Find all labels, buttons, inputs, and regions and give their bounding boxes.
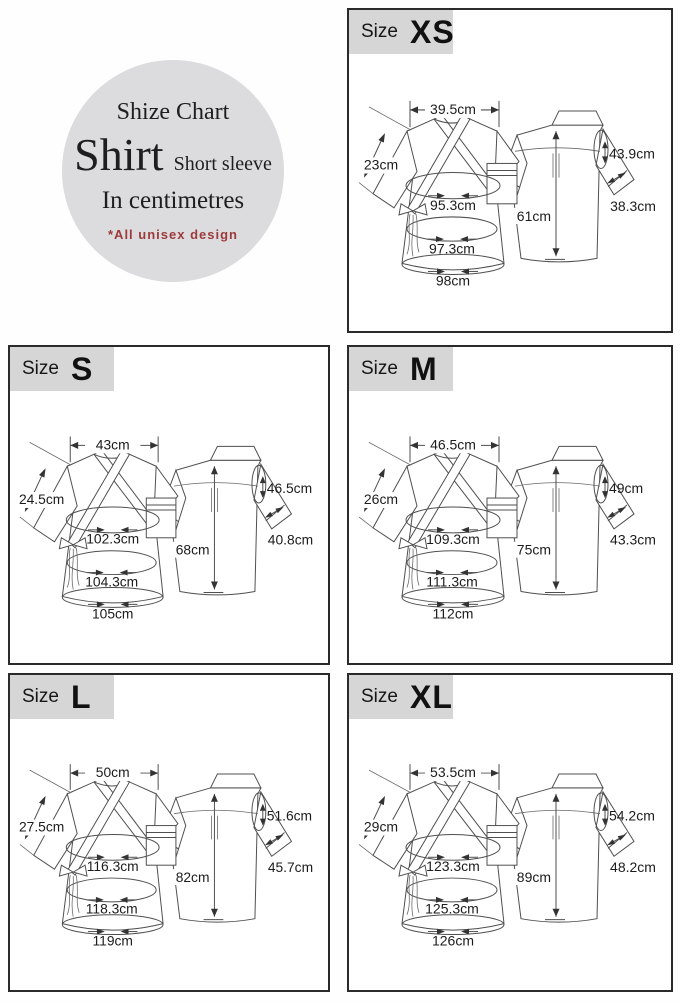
back-length-label: 68cm	[175, 541, 210, 558]
hip-label: 111.3cm	[426, 573, 478, 590]
badge-title: Shirt	[74, 129, 164, 180]
armhole-label: 43.9cm	[609, 145, 655, 162]
sleeve-left-label: 29cm	[363, 818, 399, 835]
sleeve-left-label: 26cm	[363, 491, 399, 507]
size-tag	[349, 347, 453, 391]
hem-label: 126cm	[432, 932, 474, 949]
armhole-label: 49cm	[609, 480, 644, 497]
size-tag	[349, 675, 453, 719]
bust-label: 109.3cm	[426, 530, 480, 547]
size-panel-xl	[347, 673, 673, 992]
bust-label: 123.3cm	[426, 858, 480, 875]
bust-label: 116.3cm	[86, 858, 139, 875]
hem-label: 112cm	[432, 605, 474, 622]
size-panel-s	[8, 345, 330, 665]
size-word: Size	[361, 358, 398, 379]
brand-badge	[62, 60, 284, 282]
size-tag	[349, 10, 453, 54]
hip-label: 118.3cm	[85, 900, 138, 917]
back-shirt	[499, 446, 634, 595]
back-shirt	[158, 774, 291, 922]
garment-diagram	[10, 347, 328, 663]
sleeve-opening-label: 48.2cm	[610, 859, 656, 876]
badge-title-row	[74, 129, 272, 180]
shoulder-width-label: 39.5cm	[430, 100, 476, 117]
chest-pocket	[487, 826, 517, 866]
back-shirt	[158, 446, 291, 595]
size-value: XS	[409, 14, 455, 50]
badge-unisex-note: *All unisex design	[108, 227, 238, 242]
size-value: M	[409, 351, 438, 387]
badge-top-line: Shize Chart	[116, 99, 230, 125]
back-shirt	[499, 774, 634, 922]
chest-pocket	[487, 498, 517, 538]
size-value: L	[70, 679, 92, 715]
armhole-label: 46.5cm	[266, 480, 313, 497]
back-right-sleeve	[254, 464, 292, 529]
armhole-label: 51.6cm	[266, 807, 313, 824]
garment-diagram	[349, 10, 671, 331]
back-length-label: 89cm	[516, 869, 551, 886]
sleeve-opening-label: 40.8cm	[267, 531, 314, 548]
sleeve-opening-label: 43.3cm	[610, 531, 656, 548]
sleeve-opening-label: 45.7cm	[267, 859, 314, 876]
back-length-label: 75cm	[516, 541, 551, 558]
badge-units-line: In centimetres	[101, 187, 245, 214]
back-collar	[552, 111, 603, 125]
back-right-sleeve	[596, 129, 634, 195]
hip-label: 104.3cm	[85, 573, 139, 590]
hem-label: 98cm	[435, 272, 471, 289]
hem-label: 105cm	[91, 605, 134, 622]
armhole-label: 54.2cm	[609, 807, 655, 824]
size-word: Size	[22, 686, 59, 707]
badge-subtitle: Short sleeve	[173, 153, 272, 175]
shoulder-width-label: 43cm	[95, 436, 130, 453]
back-length-label: 82cm	[175, 869, 210, 886]
back-collar	[210, 774, 260, 788]
size-tag	[10, 347, 114, 391]
sleeve-left-label: 23cm	[363, 156, 399, 173]
sleeve-left-label: 27.5cm	[18, 818, 65, 835]
garment-diagram	[349, 347, 671, 663]
garment-diagram	[10, 675, 328, 990]
hem-label: 119cm	[92, 932, 133, 949]
size-word: Size	[22, 358, 59, 379]
chest-pocket	[487, 163, 517, 203]
hip-label: 125.3cm	[425, 900, 479, 917]
size-panel-xs	[347, 8, 673, 333]
back-collar	[552, 446, 603, 460]
hip-label: 97.3cm	[429, 240, 475, 257]
shoulder-width-label: 46.5cm	[430, 436, 476, 453]
chest-pocket	[146, 498, 176, 538]
size-panel-l	[8, 673, 330, 992]
shoulder-width-label: 50cm	[95, 764, 130, 781]
size-word: Size	[361, 21, 398, 42]
back-length-label: 61cm	[516, 207, 551, 224]
size-value: S	[70, 351, 94, 387]
chest-pocket	[146, 826, 176, 866]
size-panel-m	[347, 345, 673, 665]
shoulder-width-label: 53.5cm	[430, 764, 476, 781]
sleeve-opening-label: 38.3cm	[610, 197, 656, 214]
bust-label: 102.3cm	[86, 530, 140, 547]
back-right-sleeve	[596, 464, 634, 529]
back-right-sleeve	[254, 792, 292, 856]
size-word: Size	[361, 686, 398, 707]
sleeve-left-label: 24.5cm	[18, 490, 65, 508]
back-collar	[552, 774, 603, 788]
garment-diagram	[349, 675, 671, 990]
size-value: XL	[409, 679, 453, 715]
size-tag	[10, 675, 114, 719]
back-right-sleeve	[596, 792, 634, 856]
back-collar	[210, 446, 260, 460]
bust-label: 95.3cm	[430, 196, 476, 213]
back-shirt	[499, 111, 634, 262]
